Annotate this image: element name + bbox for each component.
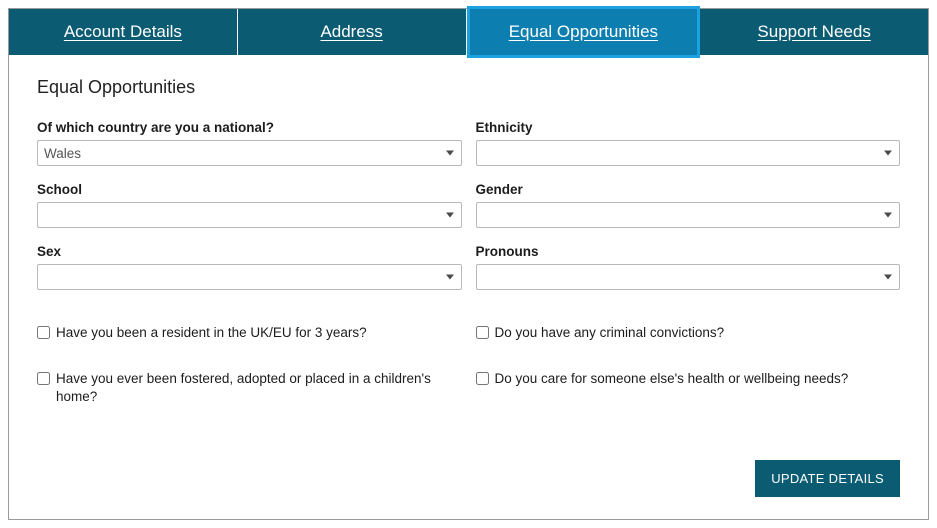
- form-content: [9, 55, 928, 519]
- form-footer: [755, 460, 900, 497]
- select-fields-grid: [37, 120, 900, 306]
- checkbox-grid: [37, 324, 900, 431]
- tab-address[interactable]: [238, 9, 467, 55]
- field-label: Ethnicity: [475, 120, 533, 135]
- checkbox-row-fostered[interactable]: [37, 370, 462, 405]
- field-label: Gender: [475, 182, 523, 197]
- tab-bar: [9, 9, 928, 55]
- checkbox-row-convictions[interactable]: [476, 324, 901, 344]
- checkbox-row-carer[interactable]: [476, 370, 901, 405]
- tab-label: Equal Opportunities: [508, 22, 659, 41]
- field-label: School: [37, 182, 83, 197]
- field-label: Of which country are you a national?: [37, 120, 275, 135]
- tab-label: Address: [320, 22, 383, 41]
- checkbox-label: Do you have any criminal convictions?: [494, 325, 725, 340]
- checkbox-label: Have you been a resident in the UK/EU for 3 years?: [56, 325, 367, 340]
- gender-select[interactable]: [476, 202, 901, 228]
- ethnicity-select[interactable]: [476, 140, 901, 166]
- sex-select[interactable]: [37, 264, 462, 290]
- field-label: Sex: [37, 244, 62, 259]
- checkbox-row-residency[interactable]: [37, 324, 462, 344]
- school-select[interactable]: [37, 202, 462, 228]
- tab-label: Account Details: [63, 22, 182, 41]
- tab-equal-opportunities[interactable]: [467, 6, 701, 58]
- residency-checkbox[interactable]: [37, 326, 50, 339]
- field-ethnicity: [476, 120, 901, 166]
- checkbox-label: Do you care for someone else's health or wellbeing needs?: [494, 371, 849, 386]
- field-label: Pronouns: [475, 244, 539, 259]
- field-pronouns: [476, 244, 901, 290]
- form-window: [8, 8, 929, 520]
- tab-label: Support Needs: [757, 22, 871, 41]
- nationality-select[interactable]: [37, 140, 462, 166]
- page-title: Equal Opportunities: [37, 77, 196, 97]
- tab-support-needs[interactable]: [700, 9, 928, 55]
- fostered-checkbox[interactable]: [37, 372, 50, 385]
- carer-checkbox[interactable]: [476, 372, 489, 385]
- field-gender: [476, 182, 901, 228]
- field-nationality: [37, 120, 462, 166]
- tab-account-details[interactable]: [9, 9, 238, 55]
- checkbox-label: Have you ever been fostered, adopted or placed in a children's home?: [56, 371, 431, 404]
- update-details-button[interactable]: UPDATE DETAILS: [755, 460, 900, 497]
- convictions-checkbox[interactable]: [476, 326, 489, 339]
- pronouns-select[interactable]: [476, 264, 901, 290]
- field-school: [37, 182, 462, 228]
- field-sex: [37, 244, 462, 290]
